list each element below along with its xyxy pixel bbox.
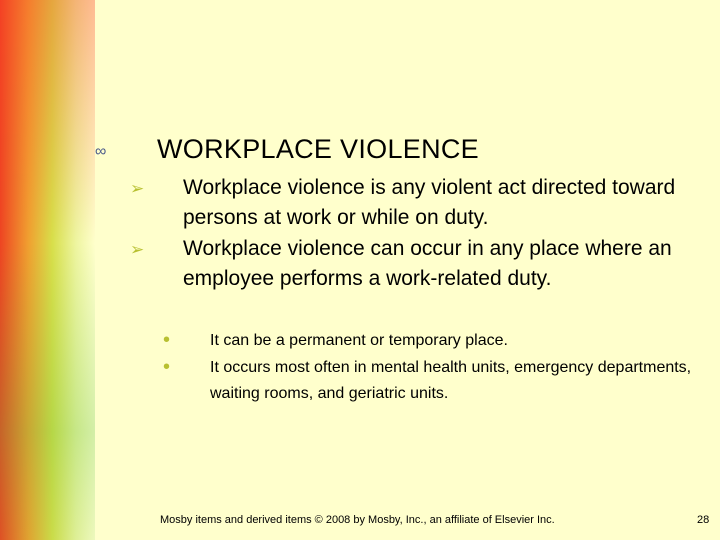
infinity-icon: ∞: [95, 143, 107, 160]
decorative-sidebar: [0, 0, 95, 540]
page-number: 28: [697, 514, 710, 526]
sub-point-1: It can be a permanent or temporary place.: [210, 332, 508, 349]
bullet-point-1: Workplace violence is any violent act directed toward persons at work or while on duty.: [183, 176, 676, 229]
dot-bullet-icon: •: [163, 356, 171, 378]
bullet-point-2: Workplace violence can occur in any place where an employee performs a work-related duty.: [183, 237, 672, 290]
slide-title: WORKPLACE VIOLENCE: [157, 134, 479, 164]
arrow-bullet-icon: ➢: [130, 240, 145, 259]
copyright-footer: Mosby items and derived items © 2008 by Mosby, Inc., an affiliate of Elsevier Inc.: [160, 514, 555, 526]
dot-bullet-icon: •: [163, 329, 171, 351]
sub-point-2: It occurs most often in mental health units, emergency departments, waiting rooms, and geriatric units.: [210, 359, 692, 402]
arrow-bullet-icon: ➢: [130, 179, 145, 198]
